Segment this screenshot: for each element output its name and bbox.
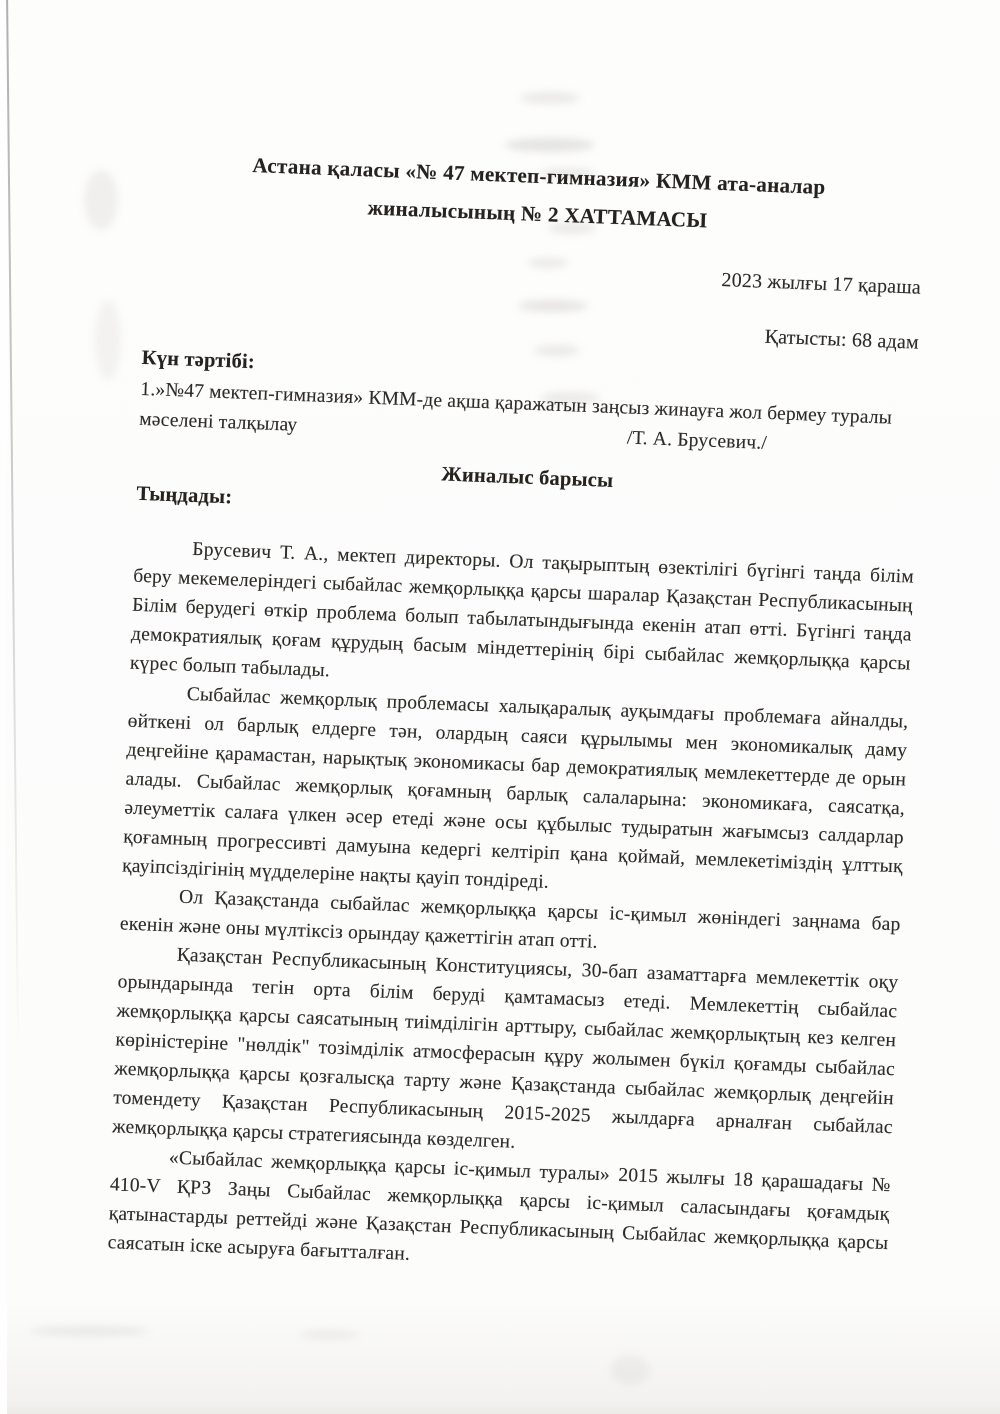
- bleed-through-smudge: [95, 300, 121, 380]
- bleed-through-smudge: [505, 138, 595, 152]
- heard-heading: Тыңдады:: [136, 482, 233, 509]
- agenda-heading: Күн тәртібі:: [141, 346, 256, 374]
- paragraph-2: Сыбайлас жемқорлық проблемасы халықаралық ауқымдағы проблемаға айналды, өйткені ол барлық елдерге тән, олардың саяси құрылымы мен экономикалық даму деңгейіне қарамастан, нарықтық экономикасы бар демократиялық мемлекеттерде де орын алады. Сыбайлас жемқорлық қоғамның барлық салаларына: экономикаға, саясатқа, әлеуметтік салаға үлкен әсер етеді және осы құбылыс тудыратын жағымсыз салдарлар қоғамның прогрессивті дамуына кедергі келтіріп қана қоймай, мемлекетіміздің ұлттық қауіпсіздігінің мүдделеріне нақты қауіп тондіреді.: [121, 683, 909, 893]
- bleed-through-smudge: [84, 170, 118, 230]
- paragraph-1: Брусевич Т. А., мектеп директоры. Ол тақырыптың өзектілігі бүгінгі таңда білім беру мекемелеріндегі сыбайлас жемқорлыққа қарсы шаралар Қазақстан Республикасының Білім берудегі өткір проблема болып табылатындығында екенін атап өтті. Бүгінгі таңда демократиялық қоғам құрудың басым міндеттерінің бірі сыбайлас жемқорлыққа қарсы күрес болып табылады.: [129, 538, 915, 682]
- bleed-through-smudge: [300, 1330, 360, 1339]
- document-date: 2023 жылғы 17 қараша: [721, 269, 922, 299]
- document-title-line1: Астана қаласы «№ 47 мектеп-гимназия» КММ ата-аналар: [252, 152, 826, 199]
- meeting-progress-heading: Жиналыс барысы: [441, 463, 614, 493]
- paragraph-5: «Сыбайлас жемқорлыққа қарсы іс-қимыл туралы» 2015 жылғы 18 қарашадағы № 410-V ҚРЗ Заңы Сыбайлас жемқорлыққа қарсы іс-қимыл саласындағы қоғамдық қатынастарды реттейді және Қазақстан Республикасының Сыбайлас жемқорлыққа қарсы саясатын іске асыруға бағытталған.: [107, 1147, 891, 1265]
- attendance-count: Қатысты: 68 адам: [764, 325, 920, 354]
- document-title-line2: жиналысының № 2 ХАТТАМАСЫ: [367, 195, 708, 233]
- agenda-item-text: 1.»№47 мектеп-гимназия» КММ-де ақша қаражатын заңсыз жинауға жол бермеу туралы мәселені талқылау: [138, 378, 893, 436]
- scan-margin-band: [0, 0, 7, 1414]
- document-title: [147, 142, 929, 248]
- document-content: [107, 142, 929, 1287]
- paragraph-4: Қазақстан Республикасының Конституциясы, 30-бап азаматтарға мемлекеттік оқу орындарында тегін орта білім беруді қамтамасыз етеді. Мемлекеттің сыбайлас жемқорлыққа қарсы саясатының тиімділігін арттыру, сыбайлас жемқорлықтың кез келген көріністеріне "нөлдік" тозімділік атмосферасын құру жолымен бүкіл қоғамды сыбайлас жемқорлыққа қарсы қозғалысқа тарту және Қазақстанда сыбайлас жемқорлық деңгейін томендету Қазақстан Республикасының 2015-2025 жылдарға арналған сыбайлас жемқорлыққа қарсы стратегиясында көзделген.: [111, 944, 899, 1153]
- bleed-through-smudge: [520, 92, 580, 104]
- scan-edge-shadow: [6, 0, 19, 1050]
- paragraph-3: Ол Қазақстанда сыбайлас жемқорлыққа қарсы іс-қимыл жөніндегі заңнама бар екенін және оны мүлтіксіз орындау қажеттігін атап отті.: [119, 886, 901, 953]
- agenda-signature: /Т. А. Брусевич./: [626, 427, 768, 454]
- document-body: [107, 533, 914, 1287]
- bleed-through-smudge: [30, 1326, 150, 1336]
- bleed-through-smudge: [610, 1355, 650, 1385]
